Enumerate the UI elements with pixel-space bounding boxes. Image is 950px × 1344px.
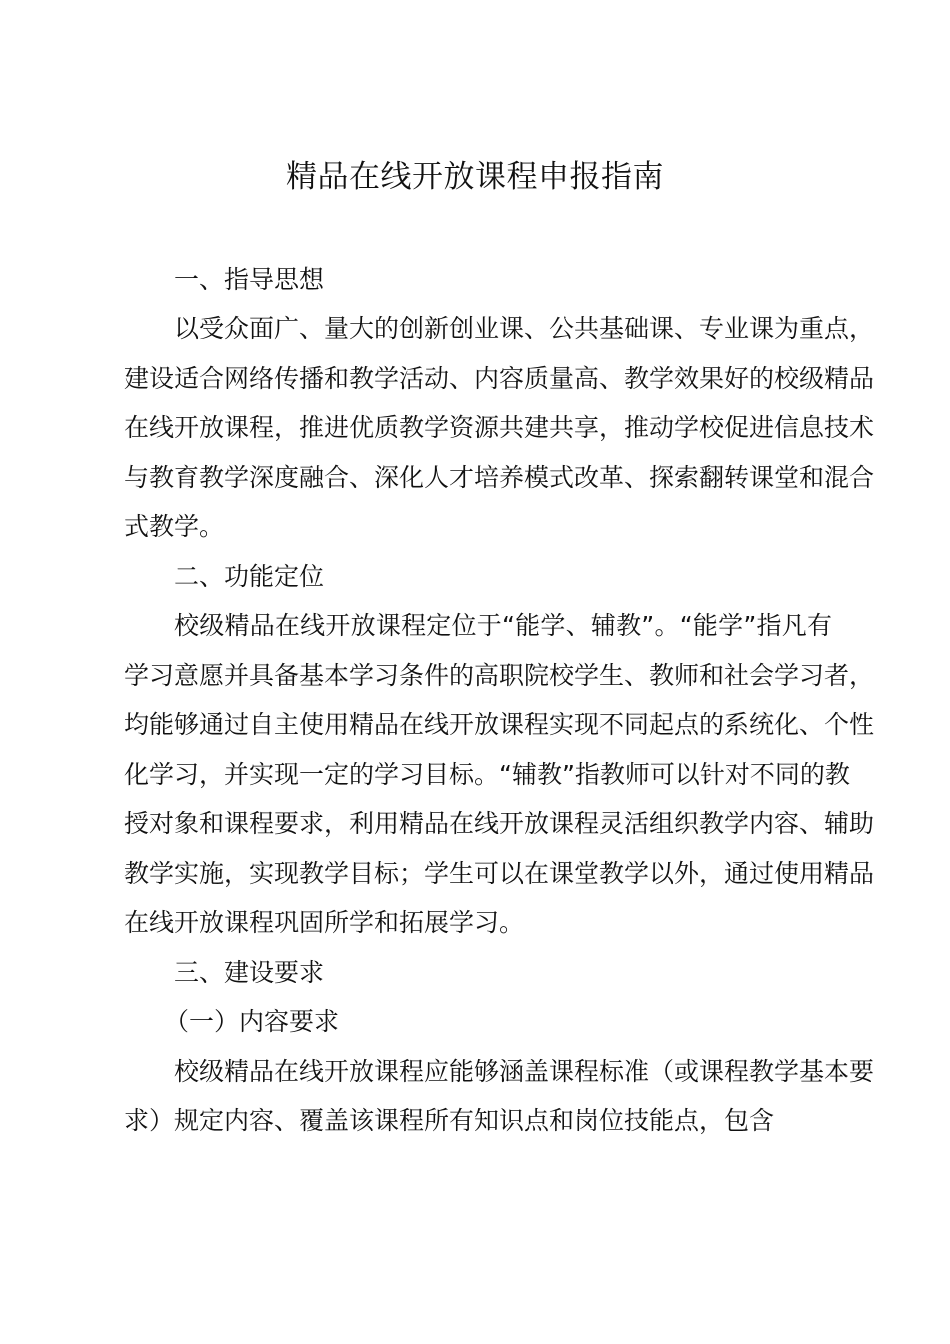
paragraph-line: 学习意愿并具备基本学习条件的高职院校学生、教师和社会学习者， <box>124 661 875 690</box>
section-heading-2: 二、功能定位 <box>174 562 325 591</box>
paragraph-line: 求）规定内容、覆盖该课程所有知识点和岗位技能点，包含 <box>124 1106 775 1135</box>
paragraph-line: 在线开放课程巩固所学和拓展学习。 <box>124 908 525 937</box>
paragraph-line: 与教育教学深度融合、深化人才培养模式改革、探索翻转课堂和混合 <box>124 463 875 492</box>
paragraph-line: 化学习，并实现一定的学习目标。“辅教”指教师可以针对不同的教 <box>124 760 850 789</box>
paragraph-line: 在线开放课程，推进优质教学资源共建共享，推动学校促进信息技术 <box>124 413 875 442</box>
section-heading-1: 一、指导思想 <box>174 265 325 294</box>
document-title: 精品在线开放课程申报指南 <box>286 159 664 195</box>
paragraph-line: 均能够通过自主使用精品在线开放课程实现不同起点的系统化、个性 <box>124 710 875 739</box>
paragraph-line: 校级精品在线开放课程应能够涵盖课程标准（或课程教学基本要 <box>174 1057 875 1086</box>
paragraph-line: 建设适合网络传播和教学活动、内容质量高、教学效果好的校级精品 <box>124 364 875 393</box>
paragraph-line: 授对象和课程要求，利用精品在线开放课程灵活组织教学内容、辅助 <box>124 809 875 838</box>
paragraph-line: 校级精品在线开放课程定位于“能学、辅教”。“能学”指凡有 <box>174 611 832 640</box>
subsection-heading: （一）内容要求 <box>164 1007 340 1036</box>
paragraph-line: 教学实施，实现教学目标；学生可以在课堂教学以外，通过使用精品 <box>124 859 875 888</box>
paragraph-line: 式教学。 <box>124 512 225 541</box>
paragraph-line: 以受众面广、量大的创新创业课、公共基础课、专业课为重点， <box>174 314 875 343</box>
section-heading-3: 三、建设要求 <box>174 958 325 987</box>
